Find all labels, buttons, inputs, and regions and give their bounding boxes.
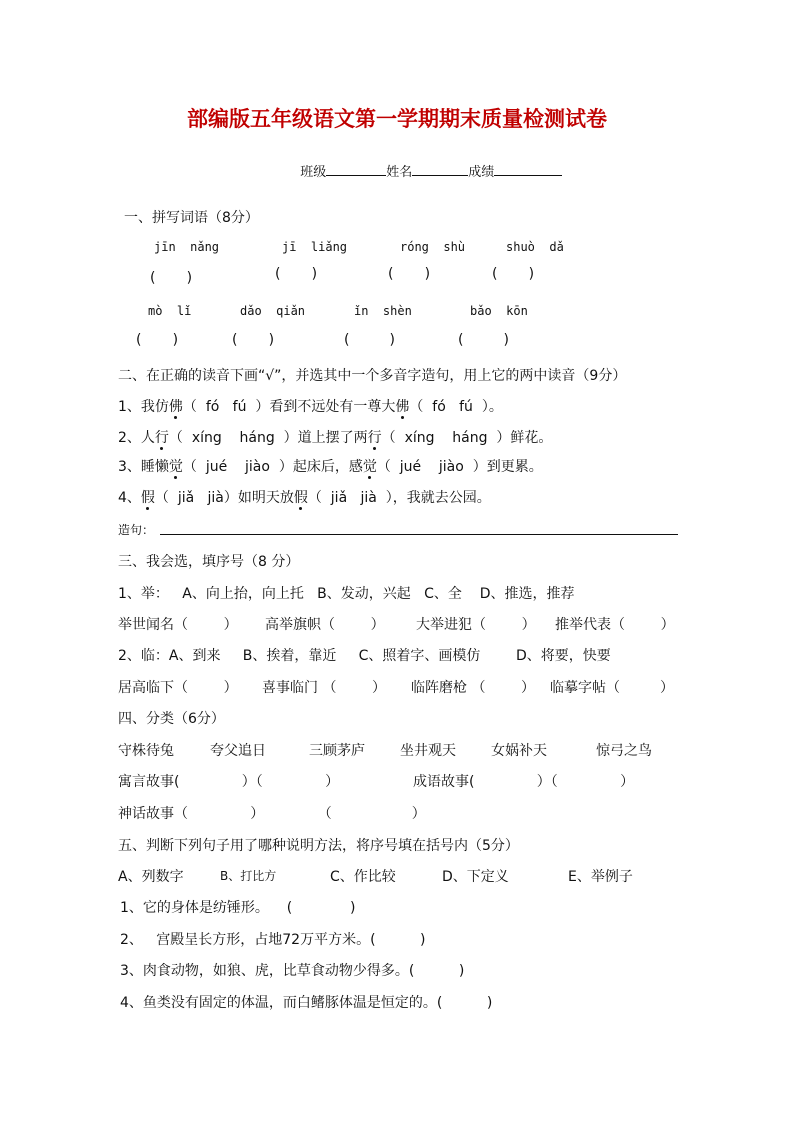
idiom-story-category[interactable]: 成语故事( ）（ ） [413, 774, 635, 790]
question-2-3: 3、睡懒觉（ jué jiào ）起床后，感觉（ jué jiào ）到更累。 [118, 459, 543, 475]
choice-item[interactable]: 喜事临门 （ ） [262, 680, 387, 696]
student-info-line [292, 146, 562, 180]
answer-paren[interactable]: ( ) [150, 270, 193, 286]
name-label: 姓名 [386, 165, 413, 180]
choice-item[interactable]: 推举代表（ ） [555, 617, 675, 633]
idiom-item: 守株待兔 [118, 743, 174, 759]
pinyin-item: dǎo qiǎn [240, 304, 306, 318]
pinyin-item: jī liǎng [282, 240, 348, 254]
question-2-2: 2、人行（ xíng háng ）道上摆了两行（ xíng háng ）鲜花。 [118, 430, 553, 446]
class-label: 班级 [300, 165, 327, 180]
answer-paren[interactable]: ( ) [275, 266, 318, 282]
idiom-item: 女娲补天 [491, 743, 547, 759]
idiom-item: 惊弓之鸟 [596, 743, 652, 759]
answer-paren[interactable]: ( ) [388, 266, 431, 282]
answer-paren[interactable]: ( ) [492, 266, 535, 282]
question-2-4: 4、假（ jiǎ jià）如明天放假（ jiǎ jià ），我就去公园。 [118, 490, 491, 506]
choice-item[interactable]: 大举进犯（ ） [416, 617, 536, 633]
method-option: D、下定义 [442, 869, 509, 885]
idiom-item: 坐井观天 [400, 743, 456, 759]
idiom-item: 三顾茅庐 [309, 743, 365, 759]
question-5-4[interactable]: 4、鱼类没有固定的体温，而白鳍豚体温是恒定的。( ) [120, 995, 493, 1011]
page-title: 部编版五年级语文第一学期期末质量检测试卷 [187, 106, 607, 131]
pinyin-item: róng shù [400, 240, 466, 254]
method-option: B、打比方 [220, 869, 277, 883]
pinyin-item: shuò dǎ [506, 240, 564, 254]
method-option: C、作比较 [330, 869, 396, 885]
choice-item[interactable]: 临阵磨枪 （ ） [411, 680, 536, 696]
name-blank[interactable] [412, 163, 468, 176]
choice-item[interactable]: 高举旗帜（ ） [265, 617, 385, 633]
answer-paren[interactable]: ( ) [458, 332, 509, 348]
score-label: 成绩 [468, 165, 495, 180]
section-3-heading: 三、我会选，填序号（8 分） [118, 554, 300, 570]
pinyin-item: bǎo kōn [470, 304, 528, 318]
class-blank[interactable] [326, 163, 386, 176]
section-2-heading: 二、在正确的读音下画“√”，并选其中一个多音字造句，用上它的两中读音（9分） [118, 368, 627, 384]
question-2-1: 1、我仿佛（ fó fú ）看到不远处有一尊大佛（ fó fú ）。 [118, 399, 503, 415]
method-option: A、列数字 [118, 869, 184, 885]
score-blank[interactable] [494, 163, 562, 176]
question-5-3[interactable]: 3、肉食动物，如狼、虎，比草食动物少得多。( ) [120, 963, 465, 979]
choice-item[interactable]: 临摹字帖（ ） [550, 680, 675, 696]
method-option: E、举例子 [568, 869, 633, 885]
answer-paren[interactable]: ( ) [344, 332, 395, 348]
sentence-label: 造句： [118, 523, 155, 537]
choice-item[interactable]: 举世闻名（ ） [118, 617, 238, 633]
pinyin-item: ǐn shèn [354, 304, 412, 318]
question-3-1-options: 1、举： A、向上抬，向上托 B、发动，兴起 C、全 D、推选，推荐 [118, 586, 575, 602]
section-1-heading: 一、拼写词语（8分） [124, 210, 259, 226]
pinyin-item: mò lǐ [148, 304, 192, 318]
myth-category[interactable]: 神话故事（ ） （ ） [118, 806, 426, 822]
sentence-answer-line[interactable] [160, 534, 678, 535]
choice-item[interactable]: 居高临下（ ） [118, 680, 238, 696]
question-5-2[interactable]: 2、 宫殿呈长方形，占地72万平方米。( ) [120, 932, 426, 948]
answer-paren[interactable]: ( ) [136, 332, 179, 348]
question-3-2-options: 2、临：A、到来 B、挨着，靠近 C、照着字、画模仿 D、将要，快要 [118, 648, 611, 664]
answer-paren[interactable]: ( ) [232, 332, 275, 348]
pinyin-item: jīn nǎng [154, 240, 220, 254]
fable-category[interactable]: 寓言故事( ）（ ） [118, 774, 340, 790]
section-4-heading: 四、分类（6分） [118, 711, 225, 727]
idiom-item: 夸父追日 [210, 743, 266, 759]
section-5-heading: 五、判断下列句子用了哪种说明方法，将序号填在括号内（5分） [118, 838, 519, 854]
question-5-1[interactable]: 1、它的身体是纺锤形。 ( ) [120, 900, 356, 916]
